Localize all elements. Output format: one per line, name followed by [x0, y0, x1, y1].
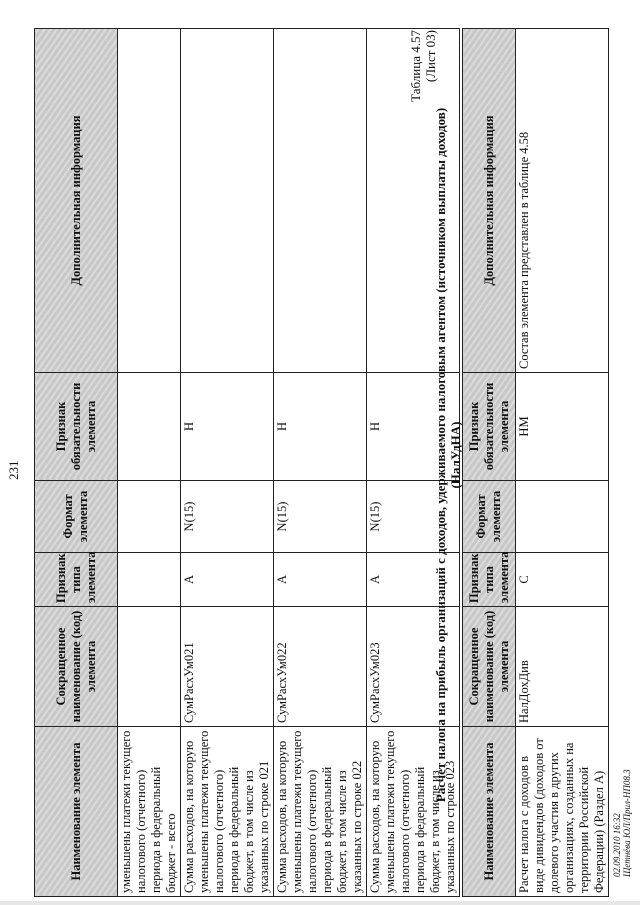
table-row: [516, 29, 609, 897]
header-element-code: Сокращенное наименование (код) элемента: [35, 607, 118, 727]
cell-name: Сумма расходов, на которую уменьшены платежи текущего налогового (отчетного) периода в федеральный бюджет, в том числе из указанных по строке 021: [181, 727, 274, 897]
cell-name: Сумма расходов, на которую уменьшены платежи текущего налогового (отчетного) периода в федеральный бюджет, в том числе из указанных по строке 023: [367, 727, 460, 897]
sheet-label: (Лист 03): [423, 30, 438, 83]
table-row: [274, 29, 367, 897]
table-header-row: [35, 29, 118, 897]
table-row: [181, 29, 274, 897]
footer-stamp: [612, 769, 632, 877]
cell-code: НалДохДив: [516, 607, 609, 727]
scan-edge: [0, 901, 640, 905]
table-row: [118, 29, 181, 897]
header-additional-info: Дополнительная информация: [463, 29, 516, 373]
cell-type: А: [181, 553, 274, 607]
section-title-code: (НалУдНА): [448, 421, 463, 489]
cell-type: [118, 553, 181, 607]
section-title-line: Расчет налога на прибыль организаций с доходов, удерживаемого налоговым агентом (источником выплаты доходов): [433, 107, 448, 803]
elements-table-1: [34, 28, 460, 897]
cell-required: Н: [367, 373, 460, 481]
cell-format: N(15): [274, 481, 367, 553]
cell-name: уменьшены платежи текущего налогового (отчетного) периода в федеральный бюджет - всего: [118, 727, 181, 897]
cell-required: НМ: [516, 373, 609, 481]
cell-required: Н: [274, 373, 367, 481]
elements-table-2: [462, 28, 609, 897]
cell-type: А: [367, 553, 460, 607]
section-title: [433, 25, 463, 885]
header-element-format: Формат элемента: [463, 481, 516, 553]
cell-format: N(15): [367, 481, 460, 553]
header-element-name: Наименование элемента: [463, 727, 516, 897]
cell-info: [274, 29, 367, 373]
cell-info: [118, 29, 181, 373]
header-element-format: Формат элемента: [35, 481, 118, 553]
header-element-required: Признак обязательности элемента: [35, 373, 118, 481]
cell-type: А: [274, 553, 367, 607]
header-element-required: Признак обязательности элемента: [463, 373, 516, 481]
header-element-code: Сокращенное наименование (код) элемента: [463, 607, 516, 727]
cell-code: СумРасхУм021: [181, 607, 274, 727]
cell-format: [516, 481, 609, 553]
cell-format: [118, 481, 181, 553]
cell-name: Сумма расходов, на которую уменьшены платежи текущего налогового (отчетного) периода в федеральный бюджет, в том числе из указанных по строке 022: [274, 727, 367, 897]
footer-file: Щетнёва ЮЛ/Прил-НП08.3: [622, 769, 632, 877]
table-number: Таблица 4.57: [408, 30, 423, 102]
cell-code: СумРасхУм023: [367, 607, 460, 727]
header-element-type: Признак типа элемента: [35, 553, 118, 607]
cell-format: N(15): [181, 481, 274, 553]
cell-required: Н: [181, 373, 274, 481]
table-header-row: [463, 29, 516, 897]
footer-date: 02.09.2010 16:32: [612, 813, 622, 877]
cell-required: [118, 373, 181, 481]
cell-name: Расчет налога с доходов в виде дивидендов (доходов от долевого участия в других организациях, созданных на территории Российской Федерации) (Раздел А): [516, 727, 609, 897]
cell-info: Состав элемента представлен в таблице 4.58: [516, 29, 609, 373]
header-element-type: Признак типа элемента: [463, 553, 516, 607]
cell-type: С: [516, 553, 609, 607]
cell-code: [118, 607, 181, 727]
header-element-name: Наименование элемента: [35, 727, 118, 897]
cell-code: СумРасхУм022: [274, 607, 367, 727]
page-number: 231: [6, 460, 21, 480]
cell-info: [181, 29, 274, 373]
header-additional-info: Дополнительная информация: [35, 29, 118, 373]
